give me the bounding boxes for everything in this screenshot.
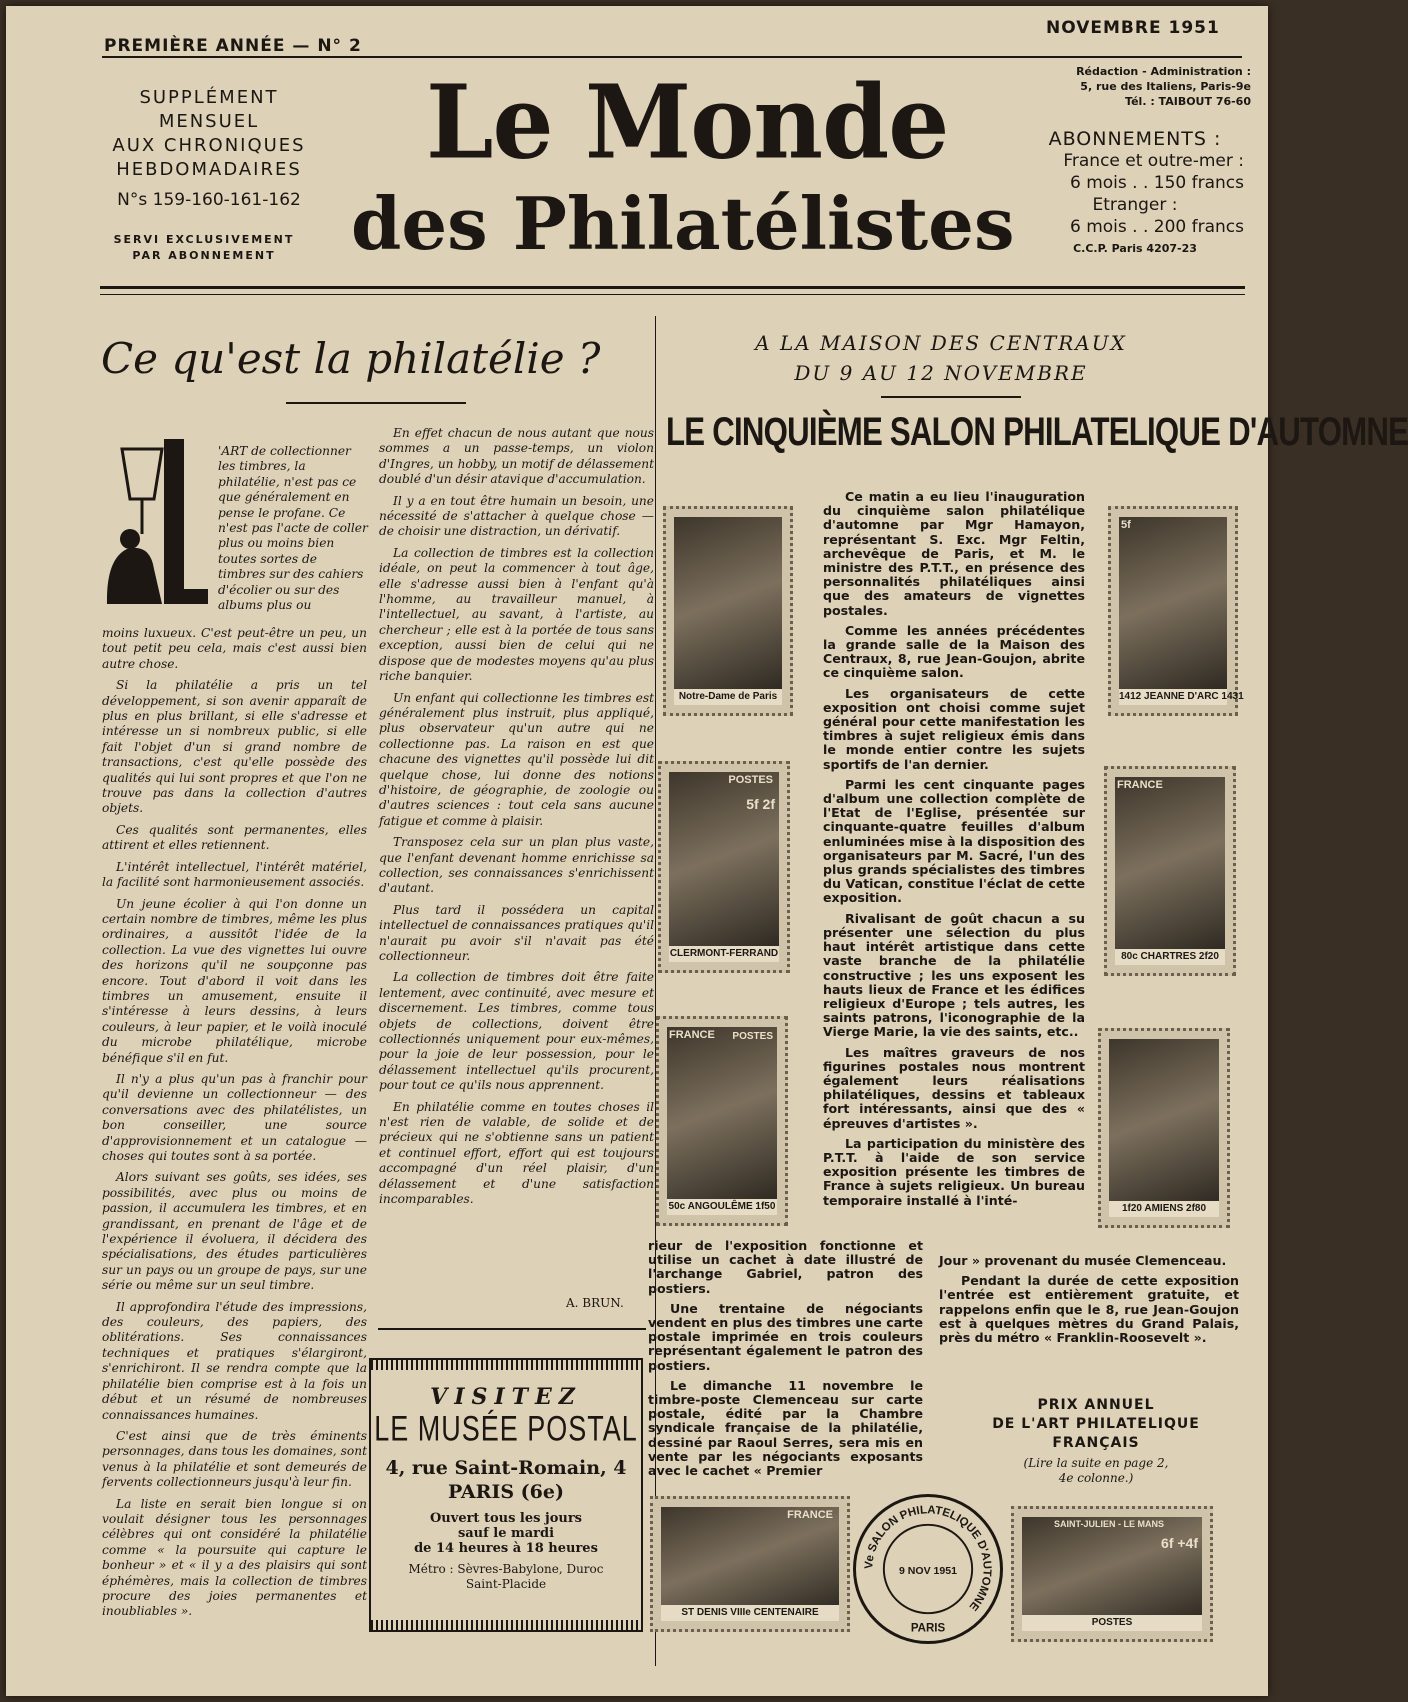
stamp-engraving: [1119, 517, 1227, 705]
stamp-postes: POSTES: [732, 1031, 773, 1042]
stamp-engraving: [1109, 1039, 1219, 1217]
kicker-rule: [881, 396, 1021, 398]
ad-hours-line: sauf le mardi: [457, 1526, 555, 1541]
paragraph: Comme les années précédentes la grande salle de la Maison des Centraux, 8, rue Jean-Goujon, abrite ce cinquième salon.: [823, 622, 1085, 681]
paragraph: La participation du ministère des P.T.T. à l'aide de son service exposition présente les timbres de France à sujets religieux. Un bureau temporaire installé à l'inté-: [823, 1135, 1085, 1208]
paragraph: Si la philatélie a pris un tel développement, si son avenir apparaît de plus en plus brillant, si elle s'adresse et intéresse un si nombreux public, si elle fait l'objet d'un si grand nombre de transactions, c'est qu'elle possède des qualités qui lui sont propres et que l'on ne trouve pas dans la collection d'autres objets.: [102, 678, 367, 816]
paragraph: Il y a en tout être humain un besoin, une nécessité de s'attacher à quelque chose — de choisir une distraction, un dérivatif.: [379, 493, 654, 539]
ad-metro-line: Saint-Placide: [465, 1577, 547, 1591]
paragraph: Les maîtres graveurs de nos figurines postales nous montrent également leurs réalisations philatéliques, dessins et tableaux fort intéressants, ainsi que des « épreuves d'artistes ».: [823, 1044, 1085, 1131]
ccp-number: C.C.P. Paris 4207-23: [1073, 242, 1197, 255]
supplement-line: AUX CHRONIQUES: [112, 135, 306, 156]
paragraph: Transposez cela sur un plan plus vaste, que l'enfant devenant homme enrichisse sa collection, ses connaissances s'enrichissent d'autant.: [379, 835, 654, 896]
redaction-line: 5, rue des Italiens, Paris-9e: [1080, 80, 1251, 93]
stamp-caption: ST DENIS VIIIe CENTENAIRE: [661, 1605, 839, 1621]
article-kicker: [706, 328, 1176, 388]
paragraph: Les organisateurs de cette exposition ont choisi comme sujet général pour cette manifestation les timbres à sujet religieux émis dans le monde entier contre les sujets sportifs de l'an dernier.: [823, 685, 1085, 772]
stamp-chartres: [1104, 766, 1236, 976]
ad-visitez: VISITEZ: [430, 1384, 582, 1410]
paragraph: En philatélie comme en toutes choses il n'est rien de valable, de solide et de précieux qui ne s'obtienne sans un patient et continuel effort, effort qui est toujours accompagné d'un réel plaisir, d'un délassement et d'une satisfaction incomparables.: [379, 1099, 654, 1207]
paragraph: rieur de l'exposition fonctionne et utilise un cachet à date illustré de l'archange Gabriel, patron des postiers.: [648, 1238, 923, 1296]
paragraph: La collection de timbres est la collection idéale, on peut la commencer à tout âge, elle s'adresse aussi bien à l'enfant qu'à l'homme, au travailleur manuel, à l'intellectuel, au savant, à l'artiste, au chercheur ; elle est à la portée de tous sans exception, aussi bien de celui qui ne dispose que de modestes moyens qu'au plus riche banquier.: [379, 545, 654, 684]
article-column-2: [379, 426, 654, 1214]
stamp-saint-julien-le-mans: [1011, 1506, 1213, 1642]
stamp-caption: 1f20 AMIENS 2f80: [1109, 1201, 1219, 1217]
kicker-line: A LA MAISON DES CENTRAUX: [755, 331, 1127, 355]
ad-metro-line: Métro : Sèvres-Babylone, Duroc: [408, 1562, 604, 1576]
stamp-caption: 80c CHARTRES 2f20: [1115, 949, 1225, 965]
prize-line: DE L'ART PHILATELIQUE: [992, 1416, 1200, 1432]
redaction-line: Tél. : TAIBOUT 76-60: [1125, 95, 1251, 108]
ad-address: 4, rue Saint-Romain, 4: [385, 1457, 627, 1479]
prize-line: FRANÇAIS: [1052, 1435, 1140, 1451]
ad-hours-line: de 14 heures à 18 heures: [414, 1541, 598, 1556]
stamp-caption: CLERMONT-FERRAND: [669, 946, 779, 962]
decorative-border: [371, 1360, 641, 1370]
stamp-caption: POSTES: [1022, 1615, 1202, 1631]
stamp-value: 6f +4f: [1161, 1535, 1198, 1551]
stamp-engraving: [1115, 777, 1225, 965]
stamp-angouleme: [656, 1016, 788, 1226]
title-underline: [286, 402, 466, 404]
stamp-saint-denis: [650, 1496, 850, 1632]
ad-museum-name: LE MUSÉE POSTAL: [374, 1409, 638, 1449]
issue-date: NOVEMBRE 1951: [1046, 18, 1220, 38]
ad-metro: [371, 1562, 641, 1592]
stamp-value: 5f 2f: [746, 796, 775, 812]
article-column-1: [102, 626, 367, 1626]
masthead-title-line1: Le Monde: [426, 63, 949, 182]
article-title: Ce qu'est la philatélie ?: [101, 334, 601, 383]
author-rule: [378, 1328, 646, 1330]
subscription-only-note: [104, 232, 304, 264]
stamp-engraving: [661, 1507, 839, 1621]
continued-line: 4e colonne.): [1058, 1471, 1134, 1485]
prize-announcement: [946, 1396, 1246, 1453]
supplement-note: [104, 86, 314, 212]
stamp-jeanne-darc: [1108, 506, 1244, 716]
stamp-clermont-ferrand: [658, 761, 790, 973]
stamp-value: 5f: [1121, 519, 1131, 531]
supplement-line: MENSUEL: [158, 111, 260, 132]
continued-note: [966, 1456, 1226, 1486]
stamp-country: FRANCE: [787, 1509, 833, 1521]
stamp-title: SAINT-JULIEN - LE MANS: [1054, 1519, 1165, 1529]
subscription-heading: ABONNEMENTS :: [1048, 128, 1222, 150]
subscription-line: 6 mois . . 150 francs: [1069, 173, 1244, 193]
decorative-border: [371, 1620, 641, 1630]
article-author: A. BRUN.: [566, 1296, 624, 1310]
stamp-amiens: [1098, 1028, 1230, 1228]
editorial-address: [1036, 64, 1251, 109]
supplement-line: HEBDOMADAIRES: [116, 159, 302, 180]
paragraph: Ces qualités sont permanentes, elles attirent et elles retiennent.: [102, 822, 367, 853]
dropcap-illustration: [102, 439, 208, 609]
issue-numbers: N°s 159-160-161-162: [117, 190, 301, 210]
article-headline: LE CINQUIÈME SALON PHILATELIQUE D'AUTOMNE: [666, 410, 1408, 454]
salon-postmark-seal: [853, 1494, 1003, 1644]
kicker-line: DU 9 AU 12 NOVEMBRE: [794, 361, 1088, 385]
masthead-title-line2: des Philatélistes: [351, 181, 1015, 266]
redaction-line: Rédaction - Administration :: [1076, 65, 1251, 78]
paragraph: Un enfant qui collectionne les timbres est généralement plus instruit, plus appliqué, plus observateur qu'un autre qui ne collectionne pas. La raison en est que chacune des vignettes qu'il possède lui dit quelque chose, lui donne des notions d'histoire, de géographie, de zoologie ou d'autres sciences : tout cela sans aucune fatigue et comme à plaisir.: [379, 690, 654, 828]
paragraph: Ce matin a eu lieu l'inauguration du cinquième salon philatélique d'automne par Mgr Hamayon, représentant S. Exc. Mgr Feltin, archevêque de Paris, et M. le ministre des P.T.T., en présence des personnalités philatéliques ainsi que des amateurs de vignettes postales.: [823, 489, 1085, 618]
paragraph: Alors suivant ses goûts, ses idées, ses possibilités, avec plus ou moins de passion, il accumulera les timbres, et en grandissant, en prenant de l'âge et de l'expérience il évoluera, il décidera des spécialisations, des études particulières sur un pays ou un groupe de pays, sur une série ou même sur un seul timbre.: [102, 1170, 367, 1293]
paragraph: Jour » provenant du musée Clemenceau.: [939, 1253, 1227, 1268]
servi-line: SERVI EXCLUSIVEMENT: [113, 233, 295, 246]
seal-city: PARIS: [910, 1622, 946, 1635]
stamp-engraving: [667, 1027, 777, 1215]
prize-line: PRIX ANNUEL: [1037, 1397, 1155, 1413]
paragraph: C'est ainsi que de très éminents personnages, dans tous les domaines, sont venus à la philatélie et sont demeurés de fervents collectionneurs jusqu'à leur fin.: [102, 1428, 367, 1490]
paragraph: Rivalisant de goût chacun a su présenter une sélection du plus haut intérêt artistique dans cette vaste branche de la philatélie constructive ; les uns exposent les hauts lieux de France et les édifices religieux d'Europe ; tels autres, les saints patrons, l'iconographie de la Vierge Marie, la vie des saints, etc..: [823, 910, 1085, 1040]
paragraph: En effet chacun de nous autant que nous sommes a un passe-temps, un violon d'Ingres, un hobby, un motif de délassement doublé d'un désir atavique d'accumulation.: [379, 426, 654, 487]
subscription-box: [1026, 128, 1244, 260]
paragraph: Un jeune écolier à qui l'on donne un certain nombre de timbres, même les plus ordinaires, a aussitôt l'idée de la collection. La vue des vignettes lui ouvre des horizons qu'il ne soupçonne pas encore. Tout d'abord il voit dans les timbres un amusement, ensuite il s'intéresse à leurs dessins, à leurs couleurs, à leur papier, et le voilà inoculé du microbe philatélique, microbe bénéfique s'il en fut.: [102, 896, 367, 1065]
newspaper-page: [6, 6, 1408, 1696]
stamp-country: FRANCE: [1117, 779, 1163, 791]
servi-line: PAR ABONNEMENT: [132, 249, 276, 262]
salon-column-main: [823, 490, 1085, 1214]
stamp-caption: Notre-Dame de Paris: [674, 689, 782, 705]
stamp-postes: POSTES: [728, 774, 773, 786]
paragraph: Plus tard il possédera un capital intellectuel de connaissances pratiques qu'il n'aurait pu avoir s'il n'avait pas été collectionneur.: [379, 902, 654, 963]
paragraph: Il approfondira l'étude des impressions, des couleurs, des papiers, des oblitérations. Ses connaissances techniques et pratiques s'élargiront, s'enrichiront. Il se rendra compte que la philatélie bien comprise est à la fois un début et un résumé de nombreuses connaissances humaines.: [102, 1299, 367, 1422]
stamp-caption: 50c ANGOULÊME 1f50: [667, 1199, 777, 1215]
stamp-notre-dame: [663, 506, 793, 716]
paragraph: moins luxueux. C'est peut-être un peu, un tout petit peu cela, mais c'est aussi bien autre chose.: [102, 626, 367, 671]
article-opening: 'ART de collectionner les timbres, la philatélie, n'est pas ce que généralement en pense le profane. Ce n'est pas l'acte de coller plus ou moins bien toutes sortes de timbres sur des cahiers d'écolier ou sur des albums plus ou: [218, 444, 368, 613]
paragraph: Parmi les cent cinquante pages d'album une collection complète de l'Etat de l'Eglise, présentée sur cinquante-quatre feuilles d'album enluminées mise à la disposition des organisateurs par M. Sacré, l'un des plus grands spécialistes des timbres du Vatican, constitue l'éclat de cette exposition.: [823, 776, 1085, 906]
paragraph: L'intérêt intellectuel, l'intérêt matériel, la facilité sont harmonieusement associés.: [102, 859, 367, 890]
ad-city: PARIS (6e): [448, 1481, 564, 1503]
paragraph: Le dimanche 11 novembre le timbre-poste Clemenceau sur carte postale, édité par la Chambre syndicale française de la philatélie, dessiné par Raoul Serres, sera mis en vente par les négociants exposants avec le cachet « Premier: [648, 1377, 923, 1479]
paragraph: La liste en serait bien longue si on voulait désigner tous les personnages célèbres qui ont considéré la philatélie comme « la poursuite qui capture le bonheur » et « il y a des plaisirs qui sont éphémères, mais la collection de timbres procure des joies permanentes et inoubliables ».: [102, 1496, 367, 1619]
stamp-engraving: [674, 517, 782, 705]
salon-column-left: [648, 1239, 923, 1484]
subscription-line: Etranger :: [1092, 195, 1178, 215]
subscription-line: France et outre-mer :: [1063, 151, 1244, 171]
continued-line: (Lire la suite en page 2,: [1023, 1456, 1169, 1470]
salon-column-right: [939, 1254, 1239, 1351]
masthead-rule-thin: [100, 294, 1245, 295]
top-rule: [102, 56, 1242, 58]
museum-advertisement: [369, 1358, 643, 1632]
masthead-rule: [100, 286, 1245, 289]
seal-date: 9 NOV 1951: [898, 1564, 958, 1577]
ad-hours: [371, 1511, 641, 1556]
stamp-country: FRANCE: [669, 1029, 715, 1041]
paragraph: Une trentaine de négociants vendent en plus des timbres une carte postale imprimée en trois couleurs représentant également le patron des postiers.: [648, 1300, 923, 1373]
subscription-line: 6 mois . . 200 francs: [1069, 217, 1244, 237]
ad-hours-line: Ouvert tous les jours: [429, 1511, 582, 1526]
paragraph: La collection de timbres doit être faite lentement, avec continuité, avec mesure et discernement. Les timbres, comme tous objets de collections, doivent être collectionnés uniquement pour eux-mêmes, pour la joie de leur possession, pour le délassement intellectuel qu'ils procurent, pour tout ce qu'ils nous apprennent.: [379, 970, 654, 1093]
paragraph: Pendant la durée de cette exposition l'entrée est entièrement gratuite, et rappelons enfin que le 8, rue Jean-Goujon est à quelques mètres du Grand Palais, près du métro « Franklin-Roosevelt ».: [939, 1273, 1239, 1346]
supplement-line: SUPPLÉMENT: [139, 87, 279, 108]
stamp-caption: 1412 JEANNE D'ARC 1431: [1119, 689, 1227, 705]
issue-number: PREMIÈRE ANNÉE — N° 2: [104, 36, 362, 56]
paragraph: Il n'y a plus qu'un pas à franchir pour qu'il devienne un collectionneur — des conversations avec des philatélistes, un bon conseiller, une source d'approvisionnement et un catalogue — choses qui toutes sont à sa portée.: [102, 1071, 367, 1163]
seal-ring-text: Ve SALON PHILATELIQUE D'AUTOMNE: [863, 1504, 993, 1613]
